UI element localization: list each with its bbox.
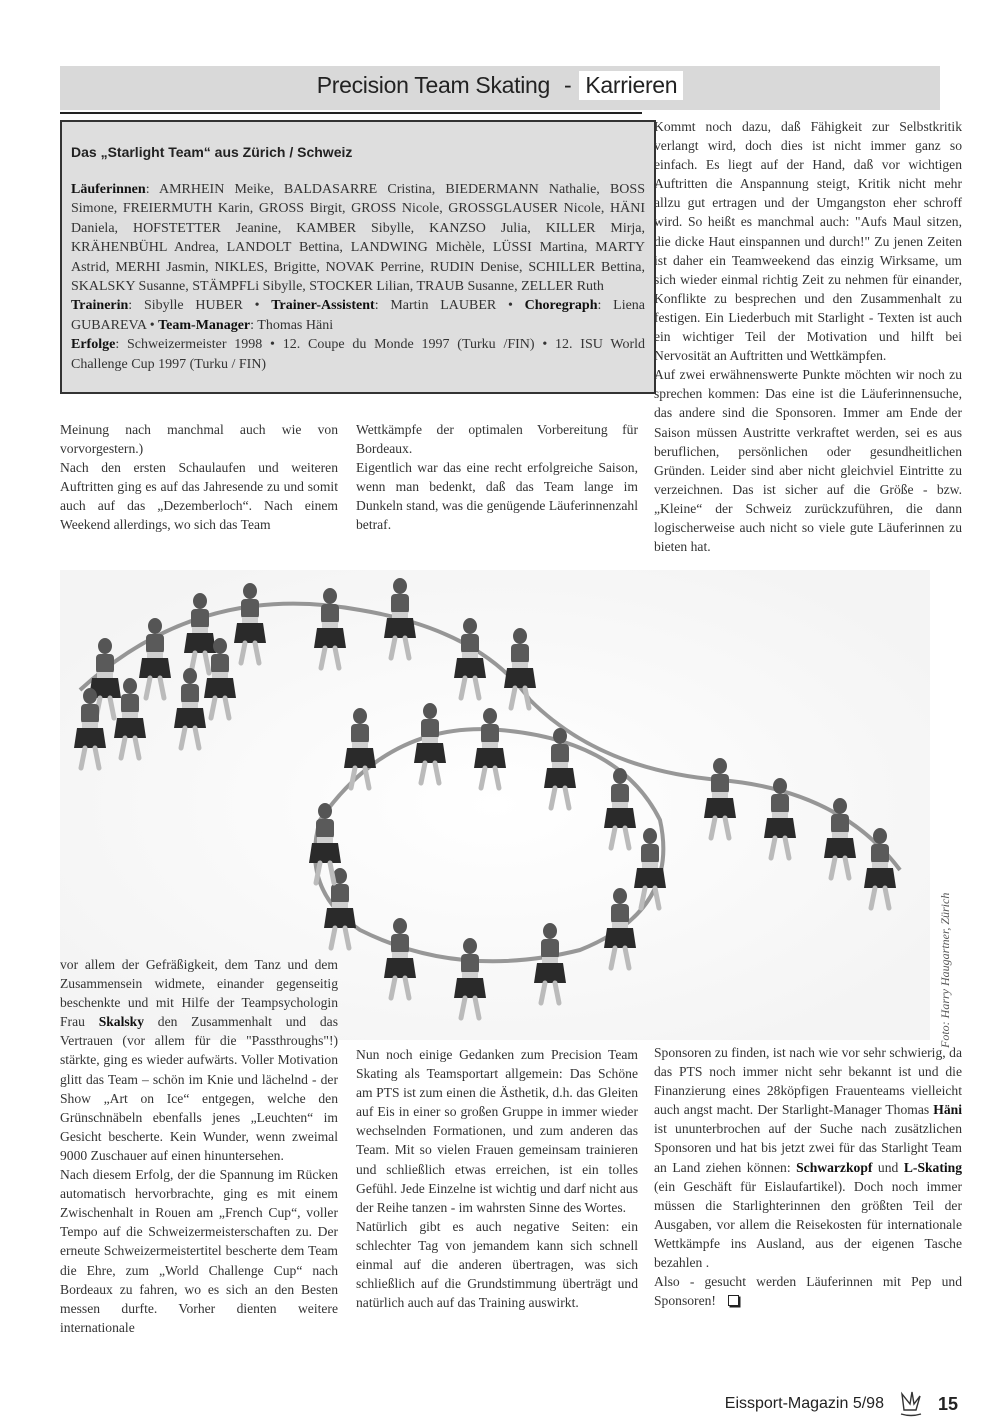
paragraph: Wettkämpfe der optimalen Vorbereitung für Bordeaux.	[356, 422, 638, 457]
skaters-names: AMRHEIN Meike, BALDASARRE Cristina, BIEDERMANN Nathalie, BOSS Simone, FREIERMUTH Karin, GROSS Birgit, GROSS Nicole, GROSSGLAUSER Nicole, HÄNI Daniela, HOFSTETTER Jeanine, KAMBER Sibylle, KANZSO Julia, KILLER Mirja, KRÄHENBÜHL Andrea, LANDOLT Bettina, LANDWING Michèle, LÜSSI Martina, MARTY Astrid, MERHI Jasmin, NIKLES, Brigitte, NOVAK Perrine, RUDIN Denise, SCHILLER Bettina, SKALSKY Susanne, STÄMPFLi Sibylle, STOCKER Lilian, TRAUB Susanne, ZELLER Ruth	[71, 182, 645, 295]
text-run: und	[872, 1159, 904, 1175]
paragraph	[654, 1043, 962, 1272]
paragraph: Nach diesem Erfolg, der die Spannung im Rücken automatisch hervorbrachte, ging es mit einem Zwischenhalt in Rouen am „French Cup“, voller Tempo auf die Schweizermeisterschaften zu. Der erneute Schweizermeistertitel bescherte dem Team die Ehre, zum „World Challenge Cup“ nach Bordeaux zu fahren, wo es sich an den Besten messen durfte. Vorher dienten weitere internationale	[60, 1167, 338, 1335]
choreo-name: Liena GUBAREVA	[71, 298, 646, 333]
manager-label: Team-Manager	[158, 317, 251, 333]
paragraph	[60, 955, 338, 1165]
paragraph: Auf zwei erwähnenswerte Punkte möchten wir noch zu sprechen kommen: Das eine ist die Läuferinnensuche, das andere sind die Sponsoren. Immer am Ende der Saison müssen Austritte verkraftet werden, sei es aus beruflichen, persönlichen oder gesundheitlichen Gründen. Leider sind aber nicht gleichviel Eintritte zu verzeichnen. Das ist sicher auf die Größe - bzw. „Kleine“ der Schweiz zurückzuführen, die dann logischerweise auch nicht so viele gute Läuferinnen zu bieten hat.	[654, 367, 962, 555]
text-run: Sponsoren zu finden, ist nach wie vor sehr schwierig, da das PTS noch immer nicht sehr bekannt ist und die Finanzierung eines 28köpfigen Frauenteams vielleicht auch angst macht. Der Starlight-Manager Thomas	[654, 1045, 962, 1118]
magazine-name: Eissport-Magazin 5/98	[724, 1395, 884, 1412]
text-run: (ein Geschäft für Eislaufartikel). Doch noch immer müssen die Starlighterinnen den größten Teil der Ausgaben, vor allem die Reisekosten für internationale Wettkämpfe ins Ausland, aus der eigenen Tasche bezahlen .	[654, 1178, 962, 1271]
assistant-name: Martin LAUBER	[390, 298, 497, 314]
section-label: Karrieren	[579, 71, 683, 100]
bold-sponsor: L-Skating	[903, 1159, 963, 1175]
bold-sponsor: Schwarzkopf	[796, 1159, 873, 1175]
column-2-bottom	[356, 1045, 638, 1312]
skaters-label: Läuferinnen	[71, 182, 146, 197]
success-text: Schweizermeister 1998 • 12. Coupe du Monde 1997 (Turku /FIN) • 12. ISU World Challenge Cup 1997 (Turku / FIN)	[71, 337, 645, 372]
manager-name: Thomas Häni	[257, 317, 334, 333]
text-run: ist ununterbrochen auf der Suche nach zusätzlichen Sponsoren und hat bis jetzt zwei für das Starlight Team an Land ziehen können:	[654, 1121, 962, 1175]
column-1-bottom	[60, 955, 338, 1337]
column-2-top	[356, 420, 638, 535]
page-footer	[725, 1390, 958, 1418]
trainer-label: Trainerin	[71, 298, 129, 314]
header-divider	[60, 112, 642, 114]
text-run: den Zusammenhalt und das Vertrauen (vor allem für die "Passthroughs"!) stärkte, ging es wieder aufwärts. Voller Motivation glitt das Team – schön im Knie und lächelnd - der Show „Art on Ice“ entgegen, welche den Grünschnäbeln ebenfalls jenes „Leuchten“ im Gesicht bescherte. Kein Wunder, wenn zweimal 9000 Zuschauer auf einen hinuntersehen.	[60, 1014, 338, 1163]
paragraph	[654, 1272, 962, 1310]
column-3-top	[654, 117, 962, 556]
text-run: vor allem der Gefräßigkeit, dem Tanz und dem Zusammensein widmete, einander gegenseitig beschenkte und mit Hilfe der Teampsychologin Frau	[60, 957, 338, 1030]
photo-credit: Foto: Harry Haugartner, Zürich	[938, 892, 952, 1048]
team-info-box	[60, 120, 656, 394]
paragraph: Nun noch einige Gedanken zum Precision Team Skating als Teamsportart allgemein: Das Schöne am PTS ist zum einen die Ästhetik, d.h. das Gleiten auf Eis in einer so großen Gruppe in immer wieder wechselnden Formationen, und zum anderen das Team. Mit so vielen Frauen gemeinsam trainieren und schließlich etwas erreichen, ist ein tolles Gefühl. Jede Einzelne ist wichtig und darf nicht aus der Reihe tanzen - im wahrsten Sinne des Wortes.	[356, 1047, 638, 1215]
trainer-name: Sibylle HUBER	[143, 298, 243, 314]
success-line: Erfolge: Schweizermeister 1998 • 12. Coupe du Monde 1997 (Turku /FIN) • 12. ISU World Challenge Cup 1997 (Turku / FIN)	[71, 337, 645, 372]
paragraph: Nach den ersten Schaulaufen und weiteren Auftritten ging es auf das Jahresende zu und somit auch auf das „Dezemberloch“. Nach einem Weekend allerdings, wo sich das Team	[60, 460, 338, 533]
info-box-heading: Das „Starlight Team“ aus Zürich / Schweiz	[71, 144, 353, 160]
page-title	[60, 72, 940, 99]
column-1-top	[60, 420, 338, 535]
page-number: 15	[937, 1393, 958, 1414]
paragraph: Natürlich gibt es auch negative Seiten: ein schlechter Tag von jemandem kann sich schnell einmal auf die anderen übertragen, was sich schließlich auf die Grundstimmung überträgt und natürlich auch auf das Training auswirkt.	[356, 1218, 638, 1311]
staff-line: Trainerin: Sibylle HUBER • Trainer-Assistent: Martin LAUBER • Choregraph: Liena GUBAREVA • Team-Manager: Thomas Häni	[71, 298, 646, 333]
text-run: Also - gesucht werden Läuferinnen mit Pep und Sponsoren!	[654, 1274, 962, 1309]
success-label: Erfolge	[71, 337, 116, 353]
skaters-list: Läuferinnen: AMRHEIN Meike, BALDASARRE Cristina, BIEDERMANN Nathalie, BOSS Simone, FREIERMUTH Karin, GROSS Birgit, GROSS Nicole, GROSSGLAUSER Nicole, HÄNI Daniela, HOFSTETTER Jeanine, KAMBER Sibylle, KANZSO Julia, KILLER Mirja, KRÄHENBÜHL Andrea, LANDOLT Bettina, LANDWING Michèle, LÜSSI Martina, MARTY Astrid, MERHI Jasmin, NIKLES, Brigitte, NOVAK Perrine, RUDIN Denise, SCHILLER Bettina, SKALSKY Susanne, STÄMPFLi Sibylle, STOCKER Lilian, TRAUB Susanne, ZELLER Ruth	[71, 182, 645, 295]
paragraph: Eigentlich war das eine recht erfolgreiche Saison, wenn man bedenkt, daß das Team lange im Dunkeln stand, was die genügende Läuferinnenzahl betraf.	[356, 460, 638, 533]
end-of-article-icon	[728, 1295, 739, 1306]
assistant-label: Trainer-Assistent	[271, 298, 375, 314]
page-title-text: Precision Team Skating	[316, 72, 551, 98]
choreo-label: Choregraph	[524, 298, 598, 314]
bold-name: Skalsky	[98, 1014, 145, 1030]
skate-logo-icon	[898, 1390, 924, 1418]
bold-name: Häni	[933, 1102, 962, 1118]
paragraph: Meinung nach manchmal auch wie von vorvorgestern.)	[60, 422, 338, 457]
section-header-bar	[60, 66, 940, 110]
title-separator: -	[564, 72, 572, 98]
paragraph: Kommt noch dazu, daß Fähigkeit zur Selbstkritik verlangt wird, doch dies ist nicht immer ganz so einfach. Es liegt auf der Hand, daß vor wichtigen Auftritten die Anspannung steigt, Kritik nicht mehr allzu gut ertragen und der Umgangston eher schroff wird. So heißt es manchmal auch: "Aufs Maul sitzen, die dicke Haut einspannen und durch!" Zu jenen Zeiten ist daher ein Teamweekend das einzig Wirksame, um sich wieder einmal richtig Zeit zu nehmen für einander, Konflikte zu besprechen und den Zusammenhalt zu festigen. Ein Liederbuch mit Starlight - Texten ist auch ein wichtiger Teil der Motivation und hilft bei Nervosität an Auftritten und Wettkämpfen.	[654, 119, 962, 364]
column-3-bottom	[654, 1043, 962, 1310]
